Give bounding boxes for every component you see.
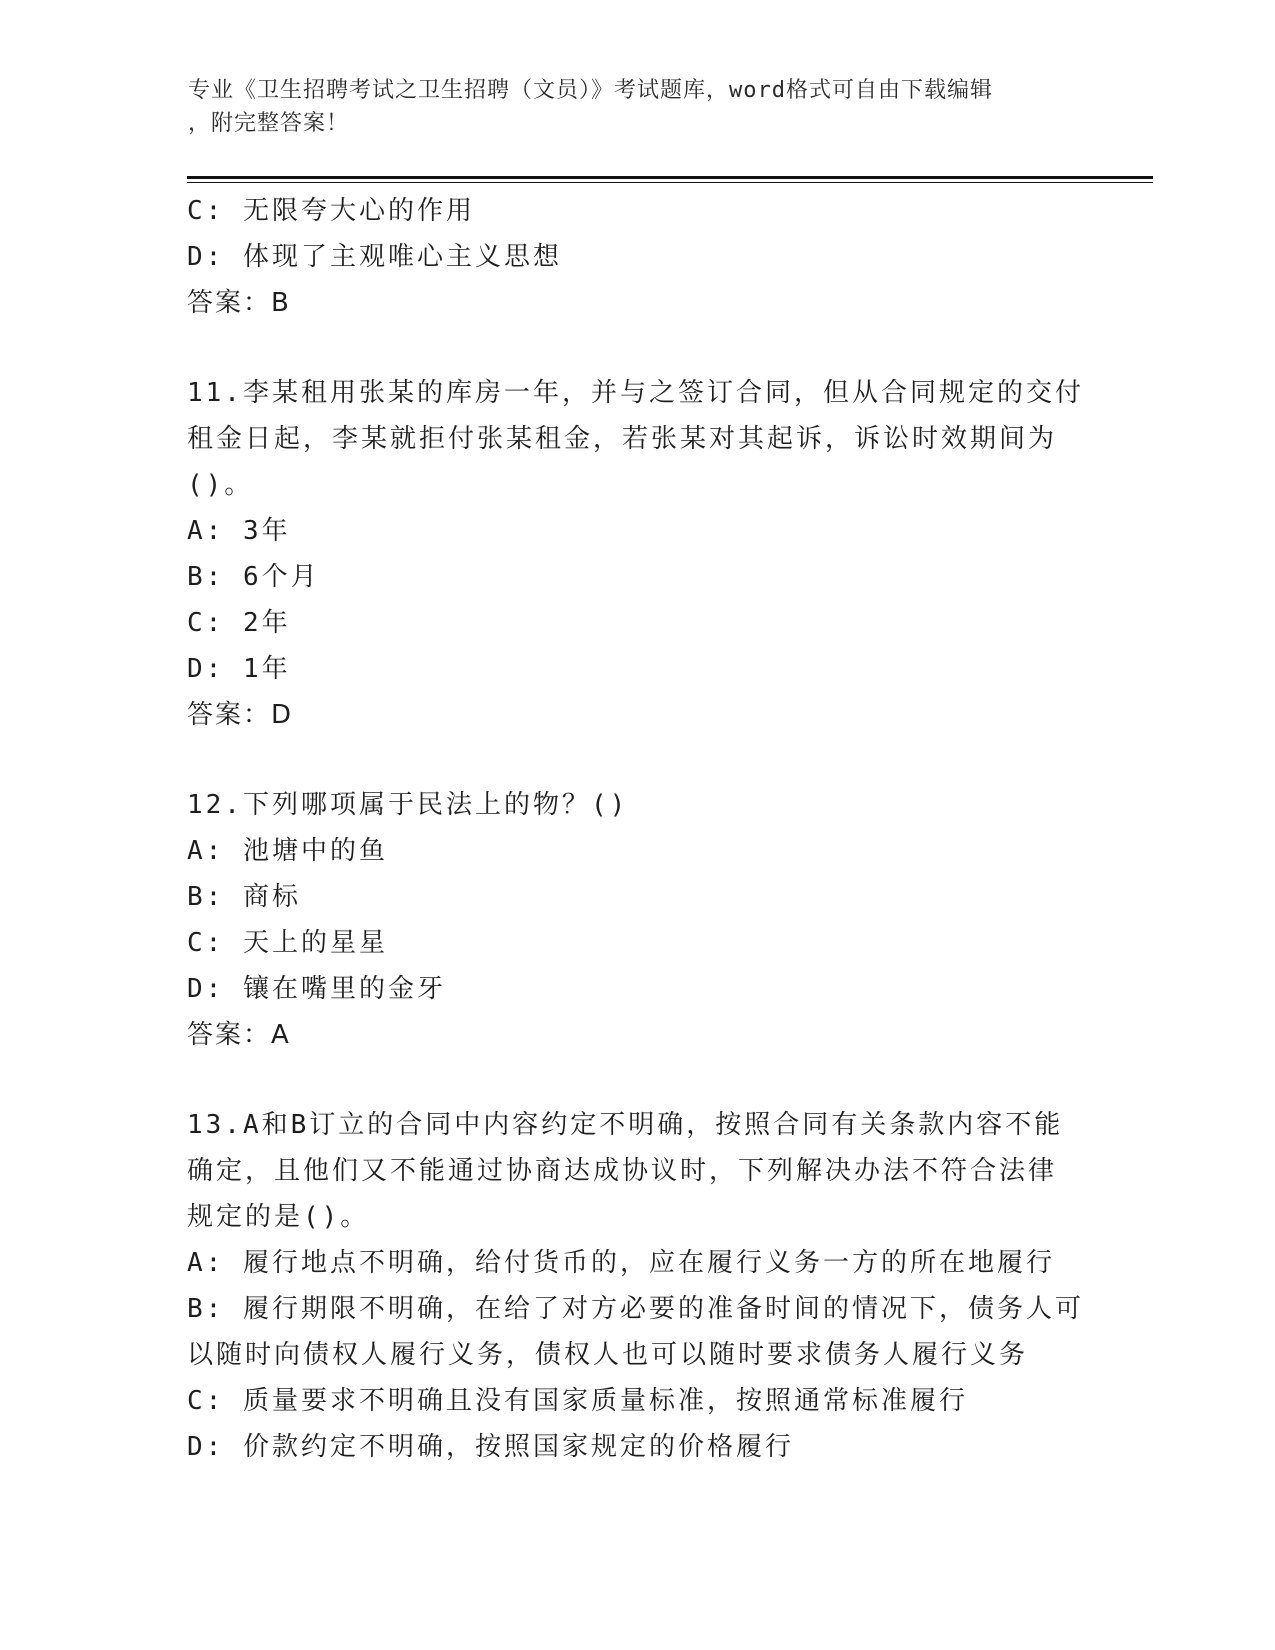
question-12 [187, 782, 1087, 1058]
option-a: A: 池塘中的鱼 [187, 836, 388, 866]
header-divider-thin [187, 182, 1153, 183]
answer-line: 答案：D [187, 700, 294, 730]
spacer [187, 738, 1087, 782]
previous-question-tail [187, 188, 1087, 326]
option-b: B: 履行期限不明确，在给了对方必要的准备时间的情况下，债务人可 [187, 1294, 1084, 1324]
option-d: D: 价款约定不明确，按照国家规定的价格履行 [187, 1432, 794, 1462]
option-d: D: 1年 [187, 654, 291, 684]
question-stem: 规定的是()。 [187, 1202, 370, 1232]
question-stem: 13.A和B订立的合同中内容约定不明确，按照合同有关条款内容不能 [187, 1110, 1064, 1140]
option-b: B: 商标 [187, 882, 301, 912]
option-b: B: 6个月 [187, 562, 320, 592]
header-line-1: 专业《卫生招聘考试之卫生招聘（文员）》考试题库，word格式可自由下载编辑 [188, 78, 993, 103]
answer-line: 答案：A [187, 1020, 291, 1050]
question-content [187, 188, 1087, 1470]
question-11 [187, 370, 1087, 738]
page-header [188, 74, 1068, 140]
option-c: C: 质量要求不明确且没有国家质量标准，按照通常标准履行 [187, 1386, 968, 1416]
option-d: D: 体现了主观唯心主义思想 [187, 242, 562, 272]
question-stem: 12.下列哪项属于民法上的物？() [187, 790, 629, 820]
question-stem: 11.李某租用张某的库房一年，并与之签订合同，但从合同规定的交付 [187, 378, 1084, 408]
option-b-continued: 以随时向债权人履行义务，债权人也可以随时要求债务人履行义务 [187, 1340, 1029, 1370]
answer-line: 答案：B [187, 288, 291, 318]
header-line-2: ，附完整答案！ [188, 111, 350, 136]
question-stem: 确定，且他们又不能通过协商达成协议时，下列解决办法不符合法律 [187, 1156, 1058, 1186]
option-c: C: 无限夸大心的作用 [187, 196, 475, 226]
option-c: C: 天上的星星 [187, 928, 388, 958]
spacer [187, 1058, 1087, 1102]
question-stem: 租金日起，李某就拒付张某租金，若张某对其起诉，诉讼时效期间为 [187, 424, 1058, 454]
option-d: D: 镶在嘴里的金牙 [187, 974, 446, 1004]
question-13 [187, 1102, 1087, 1470]
question-stem: ()。 [187, 470, 254, 500]
spacer [187, 326, 1087, 370]
option-a: A: 3年 [187, 516, 291, 546]
option-a: A: 履行地点不明确，给付货币的，应在履行义务一方的所在地履行 [187, 1248, 1055, 1278]
header-divider-thick [187, 176, 1153, 179]
option-c: C: 2年 [187, 608, 291, 638]
